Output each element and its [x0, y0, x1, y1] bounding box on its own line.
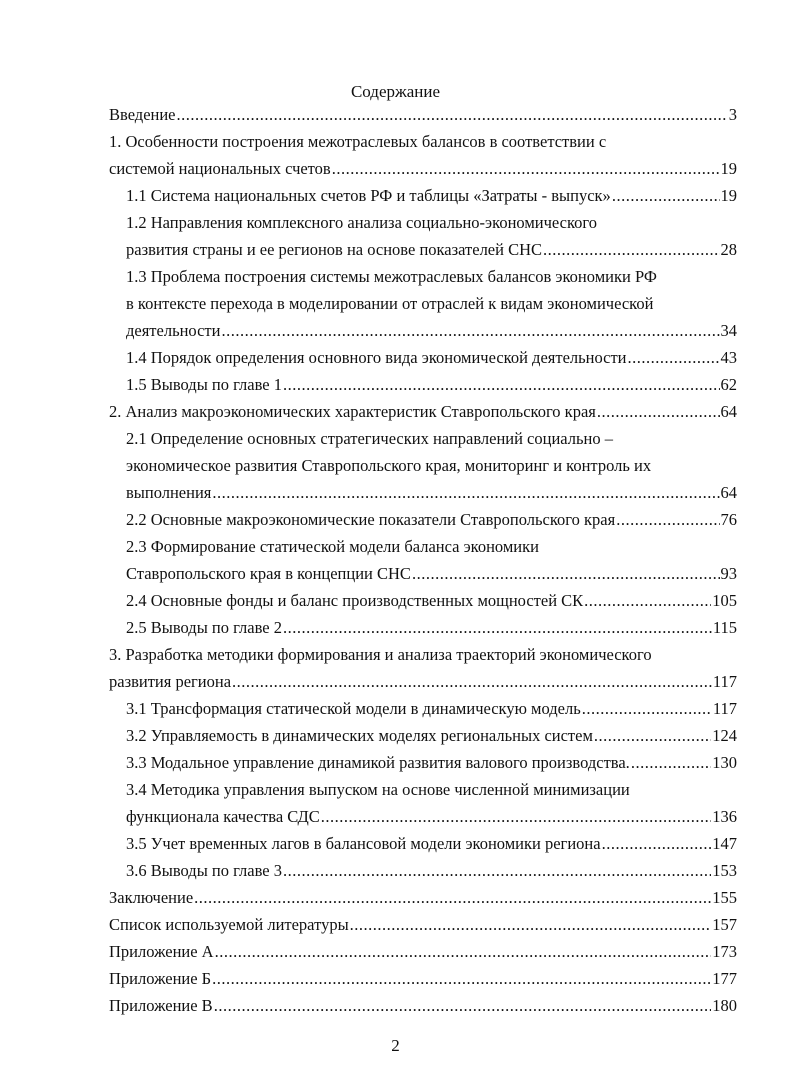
dot-leader [543, 236, 719, 263]
dot-leader [594, 722, 711, 749]
toc-entry-text: в контексте перехода в моделировании от отраслей к видам экономической [126, 294, 654, 313]
toc-entry-text: 3.6 Выводы по главе 3 [126, 861, 282, 880]
toc-page-number: 155 [712, 888, 737, 907]
toc-entry[interactable] [109, 776, 737, 830]
toc-entry-text: Приложение Б [109, 969, 212, 988]
toc-page-number: 76 [720, 510, 737, 529]
toc-entry[interactable] [109, 344, 737, 371]
toc-entry-text: Введение [109, 105, 176, 124]
toc-page-number: 173 [712, 942, 737, 961]
toc-page-number: 147 [712, 834, 737, 853]
toc-entry[interactable] [109, 614, 737, 641]
toc-entry[interactable] [109, 965, 737, 992]
toc-entry[interactable] [109, 506, 737, 533]
toc-entry-text: 3.1 Трансформация статической модели в динамическую модель [126, 699, 581, 718]
dot-leader [631, 749, 711, 776]
toc-entry[interactable] [109, 641, 737, 695]
toc-entry-text: 1.1 Система национальных счетов РФ и таблицы «Затраты - выпуск» [126, 186, 611, 205]
dot-leader [582, 695, 712, 722]
toc-entry-text: 2.3 Формирование статической модели баланса экономики [126, 537, 539, 556]
toc-entry-text: Список используемой литературы [109, 915, 349, 934]
toc-entry-text: 1.2 Направления комплексного анализа социально-экономического [126, 213, 597, 232]
dot-leader [283, 857, 711, 884]
toc-entry-text: 3.2 Управляемость в динамических моделях региональных систем [126, 726, 593, 745]
toc-entry[interactable] [109, 128, 737, 182]
toc-entry-text: 2.2 Основные макроэкономические показатели Ставропольского края [126, 510, 616, 529]
toc-page-number: 117 [712, 672, 737, 691]
toc-entry[interactable] [109, 371, 737, 398]
toc-page-number: 105 [712, 591, 737, 610]
toc-page-number: 43 [720, 348, 737, 367]
toc-entry-text: развития страны и ее регионов на основе показателей СНС [126, 240, 543, 259]
dot-leader [215, 938, 712, 965]
toc-entry-text: 2. Анализ макроэкономических характеристик Ставропольского края [109, 402, 596, 421]
toc-entry-text: 1. Особенности построения межотраслевых балансов в соответствии с [109, 132, 607, 151]
dot-leader [232, 668, 712, 695]
toc-entry[interactable] [109, 398, 737, 425]
toc-entry-text: 3.5 Учет временных лагов в балансовой модели экономики региона [126, 834, 601, 853]
toc-entry-text: 2.1 Определение основных стратегических направлений социально – [126, 429, 613, 448]
toc-entry-text: 3.4 Методика управления выпуском на основе численной минимизации [126, 780, 630, 799]
dot-leader [350, 911, 712, 938]
toc-entry[interactable] [109, 209, 737, 263]
page-title: Содержание [350, 82, 441, 101]
dot-leader [612, 182, 720, 209]
toc-entry-text: 1.5 Выводы по главе 1 [126, 375, 282, 394]
toc-page-number: 136 [712, 807, 737, 826]
toc-entry[interactable] [109, 938, 737, 965]
toc-page-number: 19 [720, 159, 737, 178]
table-of-contents [109, 101, 737, 1019]
toc-entry-text: экономическое развития Ставропольского края, мониторинг и контроль их [126, 456, 652, 475]
dot-leader [221, 317, 719, 344]
toc-page-number: 117 [712, 699, 737, 718]
toc-page-number: 64 [720, 483, 737, 502]
toc-entry[interactable] [109, 884, 737, 911]
toc-entry[interactable] [109, 101, 737, 128]
toc-entry-text: деятельности [126, 321, 221, 340]
toc-entry-text: 3.3 Модальное управление динамикой развития валового производства. [126, 753, 630, 772]
toc-page-number: 3 [728, 105, 737, 124]
toc-entry-text: развития региона [109, 672, 232, 691]
toc-entry-text: функционала качества СДС [126, 807, 320, 826]
toc-page-number: 28 [720, 240, 737, 259]
toc-entry-text: 1.4 Порядок определения основного вида экономической деятельности [126, 348, 627, 367]
toc-page-number: 130 [712, 753, 737, 772]
toc-entry[interactable] [109, 749, 737, 776]
dot-leader [332, 155, 720, 182]
dot-leader [212, 479, 719, 506]
toc-page-number: 64 [720, 402, 737, 421]
dot-leader [283, 371, 720, 398]
toc-entry-text: Заключение [109, 888, 194, 907]
toc-entry-text: 2.4 Основные фонды и баланс производственных мощностей СК [126, 591, 584, 610]
page-number: 2 [391, 1036, 400, 1055]
toc-entry[interactable] [109, 722, 737, 749]
toc-entry-text: Ставропольского края в концепции СНС [126, 564, 411, 583]
toc-entry-text: Приложение В [109, 996, 213, 1015]
dot-leader [214, 992, 712, 1019]
toc-page-number: 93 [720, 564, 737, 583]
toc-page-number: 115 [712, 618, 737, 637]
toc-entry-text: системой национальных счетов [109, 159, 331, 178]
dot-leader [412, 560, 720, 587]
dot-leader [321, 803, 712, 830]
toc-entry[interactable] [109, 992, 737, 1019]
toc-page-number: 34 [720, 321, 737, 340]
toc-entry-text: 1.3 Проблема построения системы межотраслевых балансов экономики РФ [126, 267, 657, 286]
toc-page-number: 157 [712, 915, 737, 934]
toc-entry[interactable] [109, 587, 737, 614]
dot-leader [584, 587, 711, 614]
dot-leader [194, 884, 711, 911]
dot-leader [283, 614, 712, 641]
toc-entry[interactable] [109, 695, 737, 722]
dot-leader [212, 965, 711, 992]
toc-entry[interactable] [109, 830, 737, 857]
toc-entry[interactable] [109, 533, 737, 587]
toc-page-number: 124 [712, 726, 737, 745]
toc-page-number: 153 [712, 861, 737, 880]
toc-page-number: 62 [720, 375, 737, 394]
toc-entry-text: 3. Разработка методики формирования и анализа траекторий экономического [109, 645, 652, 664]
dot-leader [616, 506, 719, 533]
toc-entry-text: Приложение А [109, 942, 214, 961]
dot-leader [177, 101, 728, 128]
toc-entry[interactable] [109, 857, 737, 884]
toc-entry[interactable] [109, 182, 737, 209]
dot-leader [602, 830, 712, 857]
toc-entry[interactable] [109, 425, 737, 506]
dot-leader [628, 344, 720, 371]
toc-entry[interactable] [109, 263, 737, 344]
toc-page-number: 177 [712, 969, 737, 988]
dot-leader [597, 398, 720, 425]
toc-entry-text: 2.5 Выводы по главе 2 [126, 618, 282, 637]
toc-entry[interactable] [109, 911, 737, 938]
toc-page-number: 180 [712, 996, 737, 1015]
toc-entry-text: выполнения [126, 483, 212, 502]
toc-page-number: 19 [720, 186, 737, 205]
